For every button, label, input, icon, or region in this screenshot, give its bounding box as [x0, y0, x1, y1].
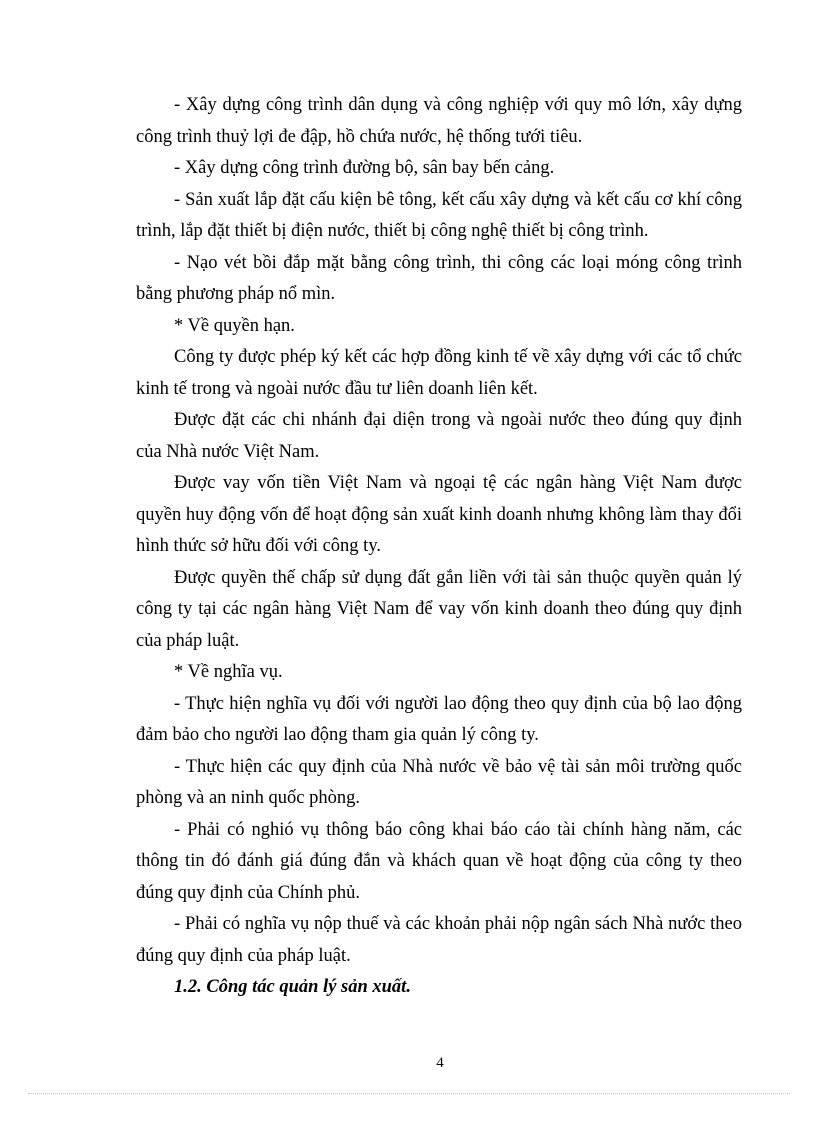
paragraph-obligation-workers: - Thực hiện nghĩa vụ đối với người lao động theo quy định của bộ lao động đảm bảo cho người lao động tham gia quản lý công ty.: [136, 693, 742, 745]
paragraph-item-dredging: - Nạo vét bồi đắp mặt bằng công trình, thi công các loại móng công trình bằng phương pháp nổ mìn.: [136, 252, 742, 304]
paragraph-item-roads: - Xây dựng công trình đường bộ, sân bay bến cảng.: [174, 158, 555, 178]
paragraph-rights-mortgage: Được quyền thế chấp sử dụng đất gắn liền với tài sản thuộc quyền quản lý công ty tại các ngân hàng Việt Nam để vay vốn kinh doanh theo đúng quy định của pháp luật.: [136, 567, 742, 651]
paragraph-rights-loans: Được vay vốn tiền Việt Nam và ngoại tệ các ngân hàng Việt Nam được quyền huy động vốn để hoạt động sản xuất kinh doanh nhưng không làm thay đổi hình thức sở hữu đối với công ty.: [136, 473, 742, 556]
page-number: 4: [436, 1055, 444, 1071]
paragraph-item-manufacturing: - Sản xuất lắp đặt cấu kiện bê tông, kết cấu xây dựng và kết cấu cơ khí công trình, lắp đặt thiết bị điện nước, thiết bị công nghệ thiết bị công trình.: [136, 189, 742, 241]
paragraph-rights-branches: Được đặt các chi nhánh đại diện trong và ngoài nước theo đúng quy định của Nhà nước Việt Nam.: [136, 410, 742, 462]
section-heading: 1.2. Công tác quản lý sản xuất.: [174, 977, 411, 997]
paragraph-obligation-taxes: - Phải có nghĩa vụ nộp thuế và các khoản phải nộp ngân sách Nhà nước theo đúng quy định của pháp luật.: [136, 914, 742, 966]
paragraph-rights-contracts: Công ty được phép ký kết các hợp đồng kinh tế về xây dựng với các tổ chức kinh tế trong và ngoài nước đầu tư liên doanh liên kết.: [136, 347, 742, 399]
document-body: [136, 90, 742, 1004]
footer-divider: [28, 1093, 790, 1094]
paragraph-obligation-protection: - Thực hiện các quy định của Nhà nước về bảo vệ tài sản môi trường quốc phòng và an ninh quốc phòng.: [136, 756, 742, 808]
paragraph-item-construction: - Xây dựng công trình dân dụng và công nghiệp với quy mô lớn, xây dựng công trình thuỷ lợi đe đập, hồ chứa nước, hệ thống tưới tiêu.: [136, 95, 742, 147]
paragraph-obligation-reporting: - Phải có nghió vụ thông báo công khai báo cáo tài chính hàng năm, các thông tin đó đánh giá đúng đắn và khách quan về hoạt động của công ty theo đúng quy định của Chính phủ.: [136, 819, 742, 903]
subheading-rights: * Về quyền hạn.: [174, 315, 295, 336]
subheading-obligations: * Về nghĩa vụ.: [174, 662, 283, 682]
